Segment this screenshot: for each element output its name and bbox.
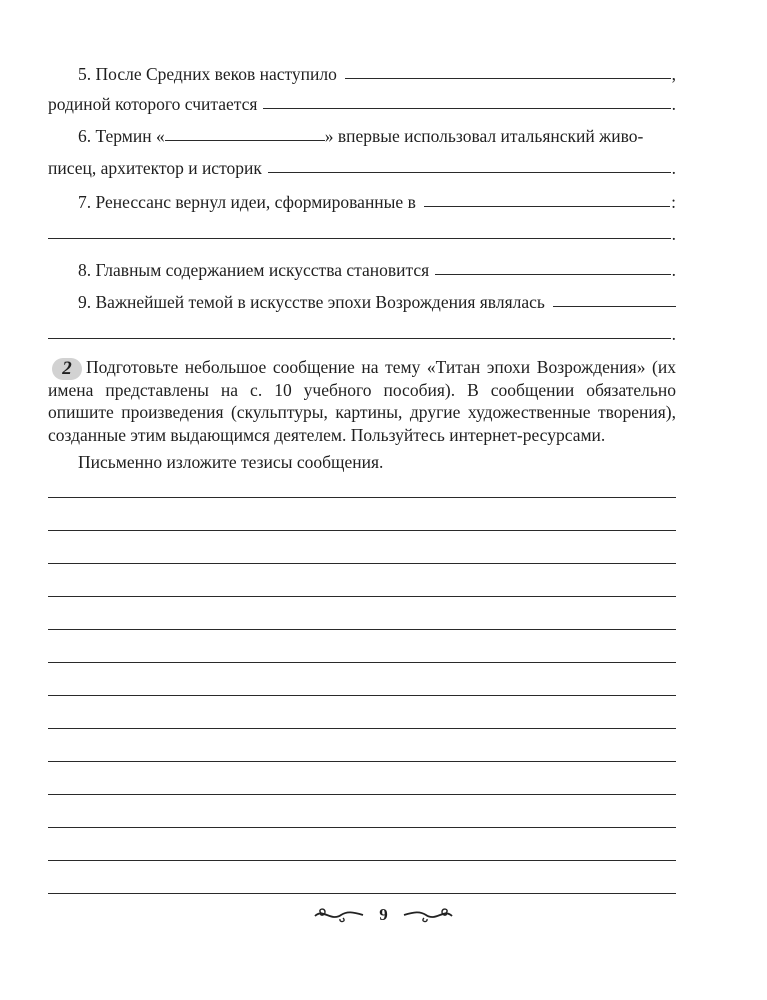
answer-blank[interactable] xyxy=(48,338,671,339)
item-6-line-1 xyxy=(48,120,676,146)
answer-blank[interactable] xyxy=(48,238,671,239)
writing-line[interactable] xyxy=(48,695,676,696)
page-number: 9 xyxy=(379,905,388,924)
punctuation: : xyxy=(671,192,676,212)
punctuation: . xyxy=(671,94,676,114)
answer-blank[interactable] xyxy=(345,78,671,79)
item-6-text-post: » впервые использовал итальянский живо- xyxy=(324,126,644,146)
answer-blank[interactable] xyxy=(165,140,325,141)
item-9-text: 9. Важнейшей темой в искусстве эпохи Возрождения являлась xyxy=(78,292,545,312)
task-2-prompt: Письменно изложите тезисы сообщения. xyxy=(78,452,384,472)
item-7-line-1 xyxy=(48,186,676,212)
item-7-line-2 xyxy=(48,218,676,244)
item-6-text-2: писец, архитектор и историк xyxy=(48,158,262,178)
punctuation: , xyxy=(671,64,676,84)
right-ornament-icon xyxy=(402,905,454,925)
page-footer xyxy=(0,900,767,930)
answer-blank[interactable] xyxy=(263,108,670,109)
writing-line[interactable] xyxy=(48,497,676,498)
item-5-line-2 xyxy=(48,88,676,114)
answer-blank[interactable] xyxy=(268,172,671,173)
writing-line[interactable] xyxy=(48,893,676,894)
writing-line[interactable] xyxy=(48,827,676,828)
task-number-icon: 2 xyxy=(52,358,82,380)
item-5-text: 5. После Средних веков наступило xyxy=(78,64,337,84)
punctuation: . xyxy=(671,324,676,344)
answer-blank[interactable] xyxy=(435,274,670,275)
item-5-text-2: родиной которого считается xyxy=(48,94,258,114)
punctuation: . xyxy=(671,260,676,280)
left-ornament-icon xyxy=(313,905,365,925)
item-7-text: 7. Ренессанс вернул идеи, сформированные в xyxy=(78,192,416,212)
writing-line[interactable] xyxy=(48,761,676,762)
writing-line[interactable] xyxy=(48,596,676,597)
writing-line[interactable] xyxy=(48,860,676,861)
item-8-line-1 xyxy=(48,254,676,280)
writing-line[interactable] xyxy=(48,629,676,630)
item-9-line-2 xyxy=(48,318,676,344)
punctuation: . xyxy=(671,224,676,244)
item-5-line-1 xyxy=(48,58,676,84)
writing-line[interactable] xyxy=(48,728,676,729)
answer-blank[interactable] xyxy=(553,306,676,307)
writing-line[interactable] xyxy=(48,662,676,663)
item-9-line-1 xyxy=(48,286,676,312)
item-6-line-2 xyxy=(48,152,676,178)
writing-line[interactable] xyxy=(48,563,676,564)
answer-blank[interactable] xyxy=(424,206,670,207)
writing-line[interactable] xyxy=(48,794,676,795)
punctuation: . xyxy=(671,158,676,178)
task-2-instructions: Подготовьте небольшое сообщение на тему «Титан эпохи Возрождения» (их имена представлены на с. 10 учебного пособия). В сообщении обязательно опишите произведения (скульптуры, картины, другие художественные творения), созданные этим выдающимся деятелем. Пользуйтесь интернет-ресурсами. xyxy=(48,357,676,445)
item-8-text: 8. Главным содержанием искусства становится xyxy=(78,260,430,280)
item-6-text-pre: 6. Термин « xyxy=(78,126,165,146)
writing-line[interactable] xyxy=(48,530,676,531)
